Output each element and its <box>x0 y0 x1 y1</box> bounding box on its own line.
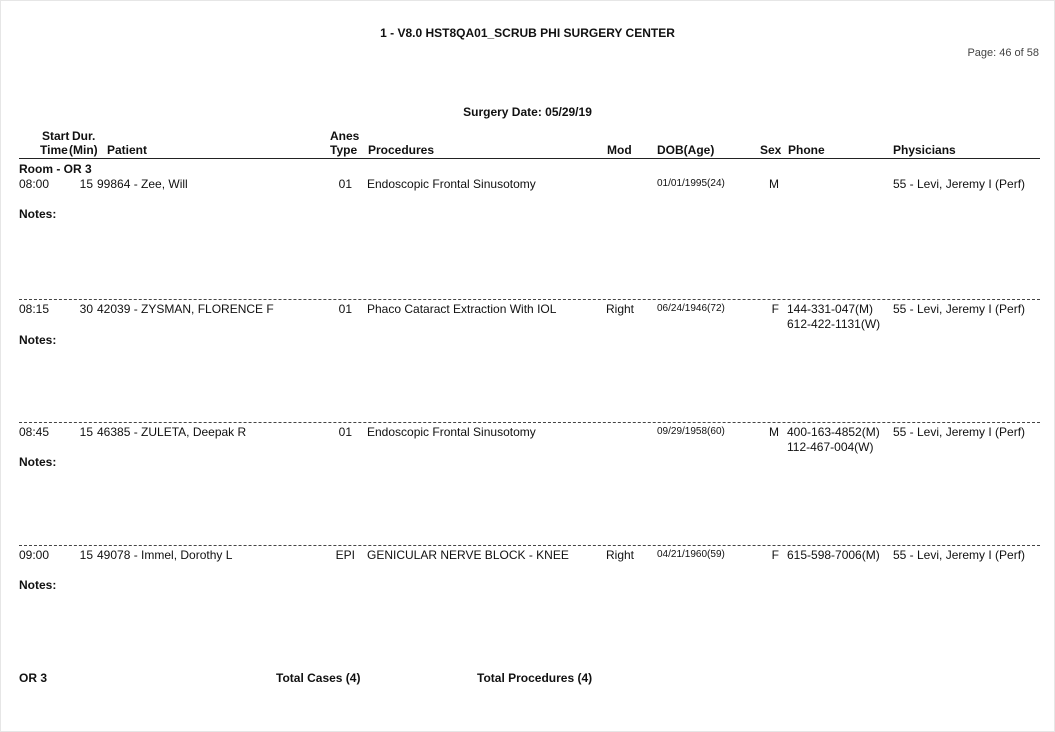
case-physician: 55 - Levi, Jeremy I (Perf) <box>893 177 1026 191</box>
col-patient: Patient <box>107 143 148 157</box>
case-dob: 04/21/1960(59) <box>657 549 725 560</box>
case-physician: 55 - Levi, Jeremy I (Perf) <box>893 302 1026 316</box>
case-mod: Right <box>606 302 635 316</box>
notes-label: Notes: <box>19 455 57 469</box>
case-time: 08:15 <box>19 302 50 316</box>
col-physicians: Physicians <box>893 143 956 157</box>
total-cases: Total Cases (4) <box>276 671 361 685</box>
case-patient: 99864 - Zee, Will <box>97 177 188 191</box>
case-duration: 30 <box>79 302 93 316</box>
case-sex: F <box>771 548 779 562</box>
case-duration: 15 <box>79 548 93 562</box>
col-mod: Mod <box>607 143 632 157</box>
surgery-date: Surgery Date: 05/29/19 <box>463 105 592 119</box>
case-procedure: Phaco Cataract Extraction With IOL <box>367 302 557 316</box>
case-phone-primary: 400-163-4852(M) <box>787 425 880 439</box>
case-time: 09:00 <box>19 548 50 562</box>
case-anes-type: EPI <box>335 548 355 562</box>
room-label: Room - OR 3 <box>19 162 92 176</box>
footer-room: OR 3 <box>19 671 48 685</box>
case-phone-primary: 144-331-047(M) <box>787 302 874 316</box>
case-anes-type: 01 <box>338 177 352 191</box>
case-duration: 15 <box>79 425 93 439</box>
report-title: 1 - V8.0 HST8QA01_SCRUB PHI SURGERY CENTER <box>380 26 675 40</box>
case-dob: 09/29/1958(60) <box>657 426 725 437</box>
col-dob: DOB(Age) <box>657 143 715 157</box>
case-patient: 42039 - ZYSMAN, FLORENCE F <box>97 302 274 316</box>
case-physician: 55 - Levi, Jeremy I (Perf) <box>893 548 1026 562</box>
case-physician: 55 - Levi, Jeremy I (Perf) <box>893 425 1026 439</box>
case-dob: 01/01/1995(24) <box>657 178 725 189</box>
case-procedure: GENICULAR NERVE BLOCK - KNEE <box>367 548 569 562</box>
case-separator <box>19 545 1040 546</box>
col-phone: Phone <box>788 143 825 157</box>
case-sex: M <box>769 177 779 191</box>
case-time: 08:00 <box>19 177 50 191</box>
case-patient: 46385 - ZULETA, Deepak R <box>97 425 247 439</box>
case-procedure: Endoscopic Frontal Sinusotomy <box>367 177 536 191</box>
notes-label: Notes: <box>19 207 57 221</box>
case-phone-secondary: 112-467-004(W) <box>787 440 874 454</box>
case-time: 08:45 <box>19 425 50 439</box>
case-phone-secondary: 612-422-1131(W) <box>787 317 881 331</box>
col-anes: Anes <box>330 129 360 143</box>
notes-label: Notes: <box>19 578 57 592</box>
case-sex: M <box>769 425 779 439</box>
col-time: Time <box>40 143 68 157</box>
case-patient: 49078 - Immel, Dorothy L <box>97 548 233 562</box>
case-procedure: Endoscopic Frontal Sinusotomy <box>367 425 536 439</box>
case-duration: 15 <box>79 177 93 191</box>
notes-label: Notes: <box>19 333 57 347</box>
col-min: (Min) <box>69 143 98 157</box>
case-separator <box>19 299 1040 300</box>
col-start: Start <box>42 129 70 143</box>
col-procedures: Procedures <box>368 143 435 157</box>
col-type: Type <box>330 143 358 157</box>
col-sex: Sex <box>760 143 782 157</box>
case-dob: 06/24/1946(72) <box>657 303 725 314</box>
case-mod: Right <box>606 548 635 562</box>
col-dur: Dur. <box>72 129 96 143</box>
case-anes-type: 01 <box>338 302 352 316</box>
case-anes-type: 01 <box>338 425 352 439</box>
case-sex: F <box>771 302 779 316</box>
case-separator <box>19 422 1040 423</box>
case-phone-primary: 615-598-7006(M) <box>787 548 880 562</box>
page-number: Page: 46 of 58 <box>967 47 1039 59</box>
total-procedures: Total Procedures (4) <box>477 671 593 685</box>
header-rule <box>19 158 1040 159</box>
